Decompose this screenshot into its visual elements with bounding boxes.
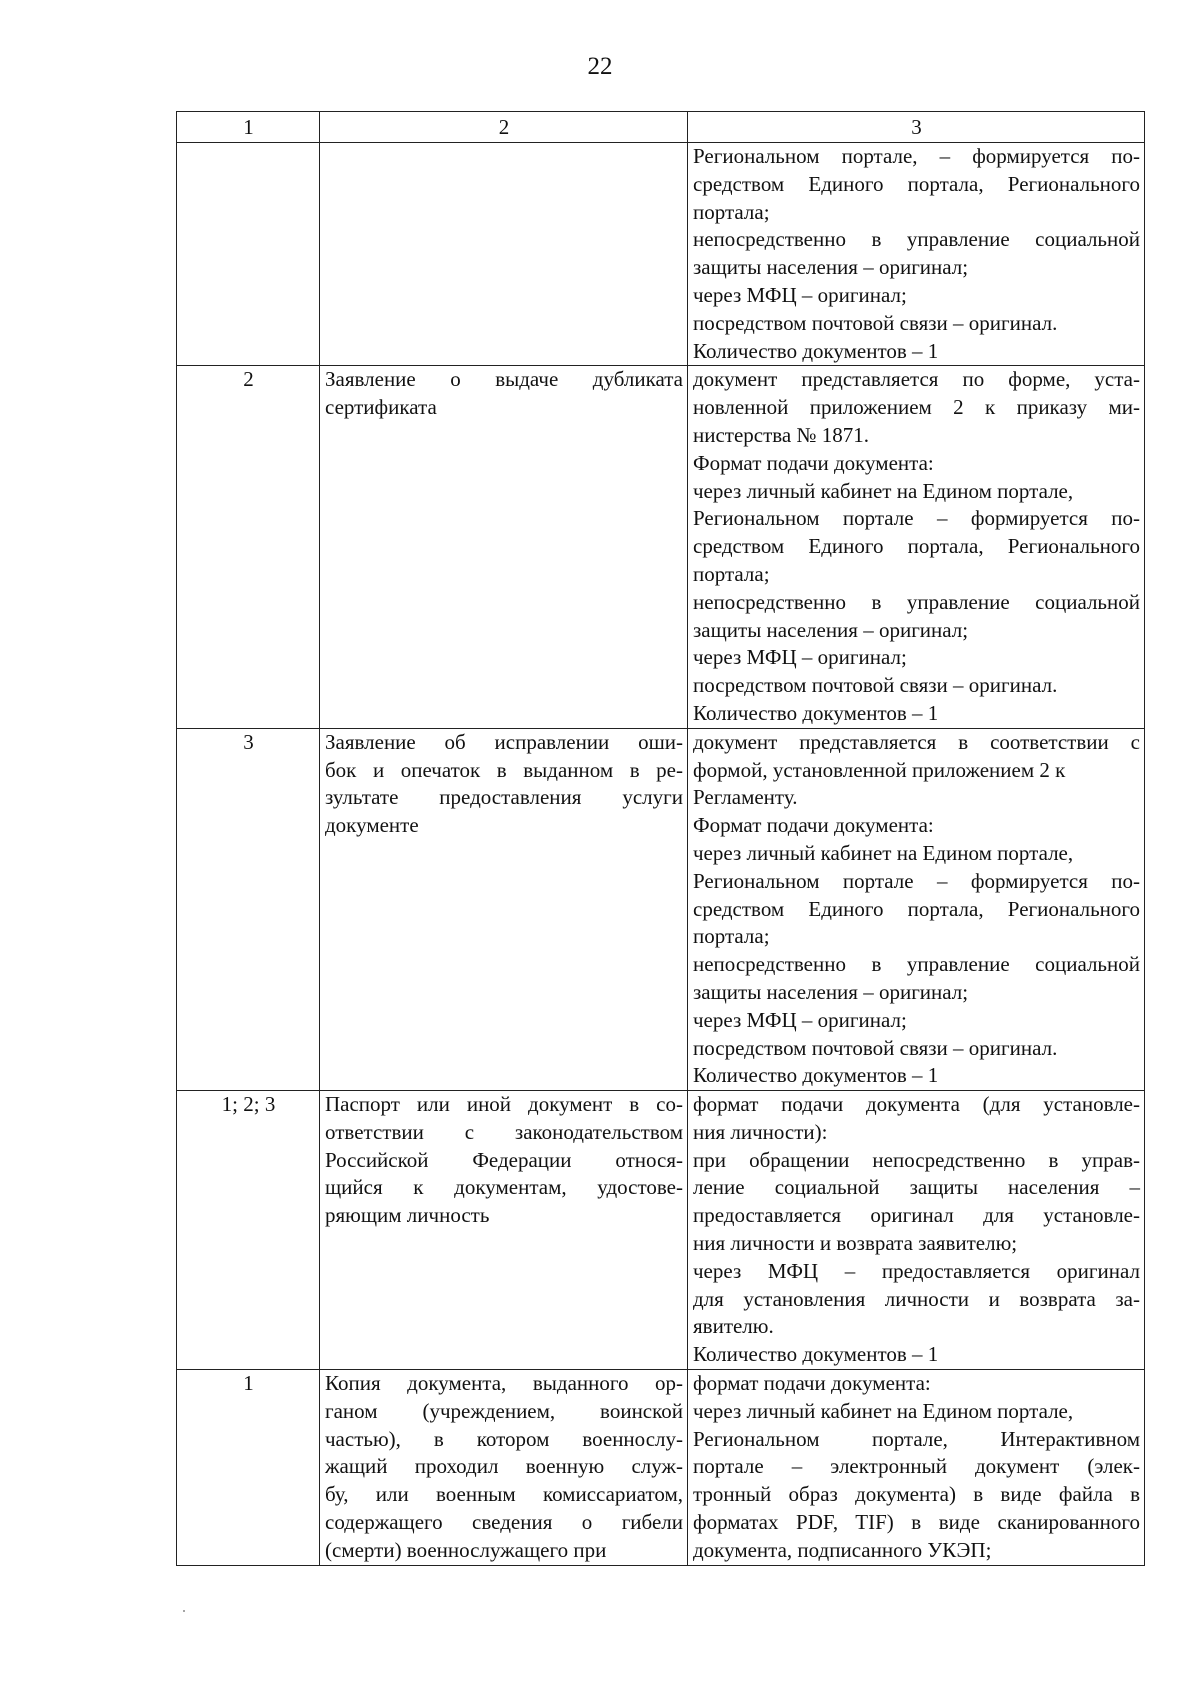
document-description-line: формой, установленной приложением 2 к — [693, 757, 1066, 782]
document-name — [320, 1370, 688, 1566]
document-description-line: через МФЦ – оригинал; — [693, 282, 907, 307]
document-description — [688, 1091, 1145, 1370]
document-name-line: зультате предоставления услуги — [325, 785, 683, 810]
document-name-line: Паспорт или иной документ в со- — [325, 1092, 683, 1117]
document-description-line: при обращении непосредственно в управ- — [693, 1147, 1140, 1172]
document-description-line: формат подачи документа: — [693, 1371, 931, 1396]
document-name-line: содержащего сведения о гибели — [325, 1510, 683, 1535]
document-name-line: ответствии с законодательством — [325, 1119, 683, 1144]
document-description-line: Регламенту. — [693, 785, 798, 810]
document-description — [688, 143, 1145, 366]
document-name-line: частью), в котором военнослу- — [325, 1426, 683, 1451]
table-row — [177, 1091, 1145, 1370]
document-name-line: документе — [325, 813, 419, 838]
document-description — [688, 1370, 1145, 1566]
document-description-line: Региональном портале, Интерактивном — [693, 1426, 1140, 1451]
document-name-line: жащий проходил военную служ- — [325, 1454, 683, 1479]
document-description-line: документ представляется по форме, уста- — [693, 367, 1140, 392]
document-description-line: через личный кабинет на Едином портале, — [693, 478, 1074, 503]
row-number — [177, 143, 320, 366]
document-name-line: щийся к документам, удостове- — [325, 1175, 683, 1200]
table-header-row — [177, 112, 1145, 143]
column-header-1: 1 — [177, 112, 320, 143]
document-description-line: явителю. — [693, 1314, 774, 1339]
document-description-line: для установления личности и возврата за- — [693, 1286, 1140, 1311]
document-description-line: портала; — [693, 924, 770, 949]
document-description-line: портала; — [693, 561, 770, 586]
document-name-line: сертификата — [325, 395, 437, 420]
document-description-line: посредством почтовой связи – оригинал. — [693, 673, 1058, 698]
document-name-line: Российской Федерации относя- — [325, 1147, 683, 1172]
document-description-line: Формат подачи документа: — [693, 450, 934, 475]
document-description-line: непосредственно в управление социальной — [693, 589, 1140, 614]
document-description-line: через МФЦ – оригинал; — [693, 1007, 907, 1032]
document-description-line: средством Единого портала, Регионального — [693, 171, 1140, 196]
documents-table — [176, 111, 1145, 1566]
scan-speck — [183, 1610, 185, 1612]
document-name — [320, 1091, 688, 1370]
document-name-line: бок и опечаток в выданном в ре- — [325, 757, 683, 782]
row-number: 1; 2; 3 — [177, 1091, 320, 1370]
document-description-line: средством Единого портала, Регионального — [693, 896, 1140, 921]
document-description-line: Региональном портале – формируется по- — [693, 506, 1140, 531]
document-name-line: Копия документа, выданного ор- — [325, 1371, 683, 1396]
document-description-line: непосредственно в управление социальной — [693, 227, 1140, 252]
document-description-line: Количество документов – 1 — [693, 338, 939, 363]
document-name — [320, 728, 688, 1090]
column-header-2: 2 — [320, 112, 688, 143]
document-description-line: Количество документов – 1 — [693, 1342, 939, 1367]
document-name-line: бу, или военным комиссариатом, — [325, 1482, 683, 1507]
document-description-line: тронный образ документа) в виде файла в — [693, 1482, 1140, 1507]
document-description-line: Региональном портале, – формируется по- — [693, 144, 1140, 168]
document-description-line: портала; — [693, 199, 770, 224]
document-description-line: через МФЦ – предоставляется оригинал — [693, 1258, 1140, 1283]
table-row — [177, 143, 1145, 366]
document-description-line: ния личности): — [693, 1119, 828, 1144]
table-row — [177, 366, 1145, 728]
document-description-line: защиты населения – оригинал; — [693, 979, 969, 1004]
document-description-line: через личный кабинет на Едином портале, — [693, 1398, 1074, 1423]
document-description-line: документ представляется в соответствии с — [693, 729, 1140, 754]
row-number: 1 — [177, 1370, 320, 1566]
document-description-line: нистерства № 1871. — [693, 422, 870, 447]
document-description-line: средством Единого портала, Регионального — [693, 534, 1140, 559]
document-description — [688, 366, 1145, 728]
row-number: 2 — [177, 366, 320, 728]
document-name-line: ганом (учреждением, воинской — [325, 1398, 683, 1423]
document-description-line: ление социальной защиты населения – — [693, 1175, 1140, 1200]
document-description-line: предоставляется оригинал для установле- — [693, 1203, 1140, 1228]
page-number: 22 — [587, 53, 613, 80]
document-description-line: Количество документов – 1 — [693, 1063, 939, 1088]
document-description-line: форматах PDF, TIF) в виде сканированного — [693, 1510, 1140, 1535]
document-description-line: посредством почтовой связи – оригинал. — [693, 310, 1058, 335]
document-description-line: защиты населения – оригинал; — [693, 617, 969, 642]
row-number: 3 — [177, 728, 320, 1090]
document-description-line: формат подачи документа (для установле- — [693, 1092, 1140, 1117]
document-description-line: документа, подписанного УКЭП; — [693, 1537, 992, 1562]
table-row — [177, 1370, 1145, 1566]
document-description-line: Региональном портале – формируется по- — [693, 868, 1140, 893]
document-description-line: Формат подачи документа: — [693, 813, 934, 838]
document-name-line: ряющим личность — [325, 1203, 490, 1228]
document-description-line: защиты населения – оригинал; — [693, 255, 969, 280]
document-name-line: Заявление о выдаче дубликата — [325, 367, 683, 392]
document-description-line: непосредственно в управление социальной — [693, 952, 1140, 977]
document-description-line: посредством почтовой связи – оригинал. — [693, 1035, 1058, 1060]
document-description-line: ния личности и возврата заявителю; — [693, 1231, 1018, 1256]
document-name-line: (смерти) военнослужащего при — [325, 1537, 607, 1562]
document-description-line: через МФЦ – оригинал; — [693, 645, 907, 670]
document-name — [320, 143, 688, 366]
column-header-3: 3 — [688, 112, 1145, 143]
document-description — [688, 728, 1145, 1090]
table-row — [177, 728, 1145, 1090]
document-description-line: Количество документов – 1 — [693, 700, 939, 725]
document-name — [320, 366, 688, 728]
document-description-line: портале – электронный документ (элек- — [693, 1454, 1140, 1479]
document-description-line: через личный кабинет на Едином портале, — [693, 840, 1074, 865]
document-description-line: новленной приложением 2 к приказу ми- — [693, 395, 1140, 420]
document-name-line: Заявление об исправлении оши- — [325, 729, 683, 754]
